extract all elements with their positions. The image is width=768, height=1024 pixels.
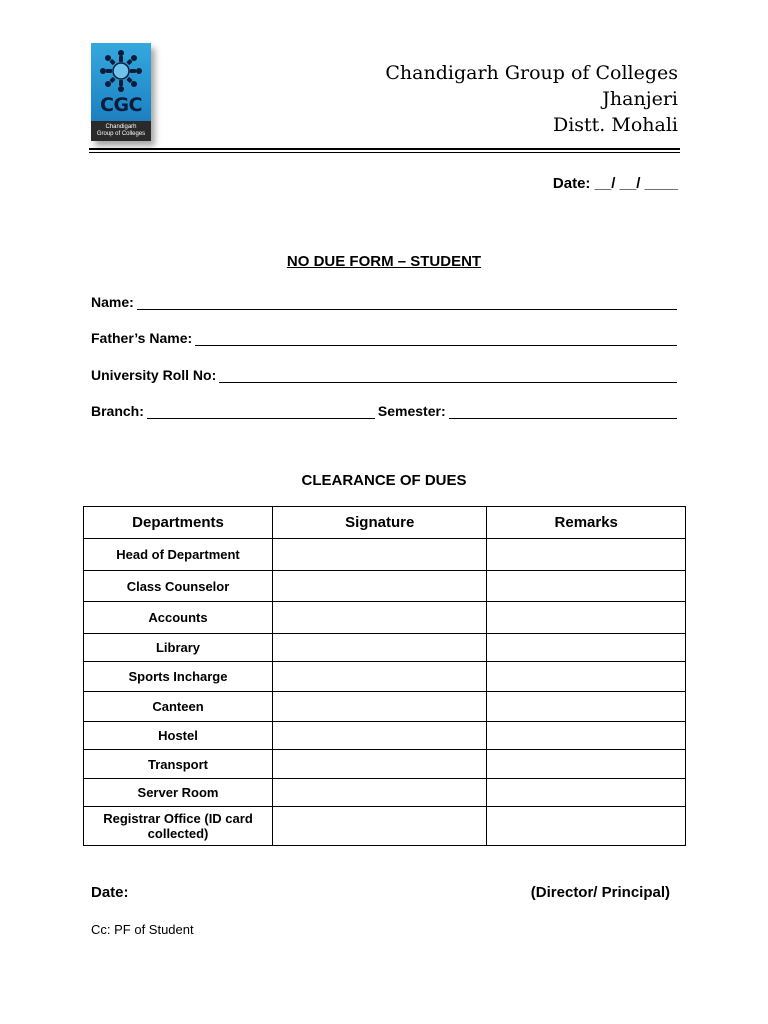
remarks-cell[interactable] xyxy=(487,779,686,807)
department-cell: Canteen xyxy=(84,692,273,722)
remarks-cell[interactable] xyxy=(487,807,686,846)
form-title xyxy=(0,253,768,270)
signature-cell[interactable] xyxy=(273,634,487,662)
logo-subtext-line2: Group of Colleges xyxy=(96,131,146,137)
logo-subtext xyxy=(91,121,151,141)
clearance-table xyxy=(83,506,686,846)
header-rule-thick xyxy=(89,148,680,150)
header-departments: Departments xyxy=(84,507,273,539)
table-row xyxy=(84,634,686,662)
table-row xyxy=(84,722,686,750)
signature-cell[interactable] xyxy=(273,602,487,634)
signature-cell[interactable] xyxy=(273,662,487,692)
signature-cell[interactable] xyxy=(273,779,487,807)
signature-cell[interactable] xyxy=(273,539,487,571)
department-cell: Class Counselor xyxy=(84,571,273,602)
college-name: Chandigarh Group of Colleges xyxy=(385,62,678,84)
department-cell: Library xyxy=(84,634,273,662)
signatory-label: (Director/ Principal) xyxy=(530,884,670,901)
branch-label: Branch: xyxy=(91,403,144,419)
remarks-cell[interactable] xyxy=(487,539,686,571)
header-rule-thin xyxy=(89,152,680,153)
college-logo xyxy=(91,43,151,141)
header-signature: Signature xyxy=(273,507,487,539)
header-remarks: Remarks xyxy=(487,507,686,539)
remarks-cell[interactable] xyxy=(487,571,686,602)
semester-label: Semester: xyxy=(377,403,446,419)
branch-field[interactable] xyxy=(147,403,375,419)
table-row xyxy=(84,662,686,692)
remarks-cell[interactable] xyxy=(487,722,686,750)
table-header-row xyxy=(84,507,686,539)
college-heading xyxy=(385,60,678,138)
remarks-cell[interactable] xyxy=(487,692,686,722)
roll-no-field[interactable] xyxy=(219,367,677,383)
semester-field[interactable] xyxy=(449,403,677,419)
name-field[interactable] xyxy=(137,294,677,310)
father-name-field-row xyxy=(91,326,677,346)
footer-date-label: Date: xyxy=(91,884,129,901)
department-cell: Sports Incharge xyxy=(84,662,273,692)
remarks-cell[interactable] xyxy=(487,634,686,662)
table-row xyxy=(84,779,686,807)
department-cell: Registrar Office (ID card collected) xyxy=(84,807,273,846)
father-name-field[interactable] xyxy=(195,330,677,346)
table-row xyxy=(84,539,686,571)
remarks-cell[interactable] xyxy=(487,750,686,779)
department-cell: Head of Department xyxy=(84,539,273,571)
table-row xyxy=(84,807,686,846)
name-label: Name: xyxy=(91,294,134,310)
signature-cell[interactable] xyxy=(273,750,487,779)
table-row xyxy=(84,692,686,722)
department-cell: Hostel xyxy=(84,722,273,750)
logo-text: CGC xyxy=(100,94,142,116)
date-line: Date: __/ __/ ____ xyxy=(552,175,678,192)
department-cell: Server Room xyxy=(84,779,273,807)
clearance-title: CLEARANCE OF DUES xyxy=(301,472,467,489)
college-district: Distt. Mohali xyxy=(552,114,678,136)
form-title-text: NO DUE FORM – STUDENT xyxy=(286,253,482,270)
roll-no-field-row xyxy=(91,363,677,383)
roll-no-label: University Roll No: xyxy=(91,367,217,383)
table-row xyxy=(84,750,686,779)
table-row xyxy=(84,602,686,634)
branch-semester-field-row xyxy=(91,399,677,419)
remarks-cell[interactable] xyxy=(487,602,686,634)
signature-cell[interactable] xyxy=(273,807,487,846)
signature-cell[interactable] xyxy=(273,571,487,602)
table-row xyxy=(84,571,686,602)
father-name-label: Father’s Name: xyxy=(91,330,193,346)
name-field-row xyxy=(91,290,677,310)
logo-subtext-line1: Chandigarh xyxy=(105,124,137,130)
signature-cell[interactable] xyxy=(273,692,487,722)
cc-note: Cc: PF of Student xyxy=(91,922,194,937)
department-cell: Transport xyxy=(84,750,273,779)
people-circle-logo-icon xyxy=(97,47,145,95)
signature-cell[interactable] xyxy=(273,722,487,750)
department-cell: Accounts xyxy=(84,602,273,634)
remarks-cell[interactable] xyxy=(487,662,686,692)
college-location: Jhanjeri xyxy=(602,88,678,110)
